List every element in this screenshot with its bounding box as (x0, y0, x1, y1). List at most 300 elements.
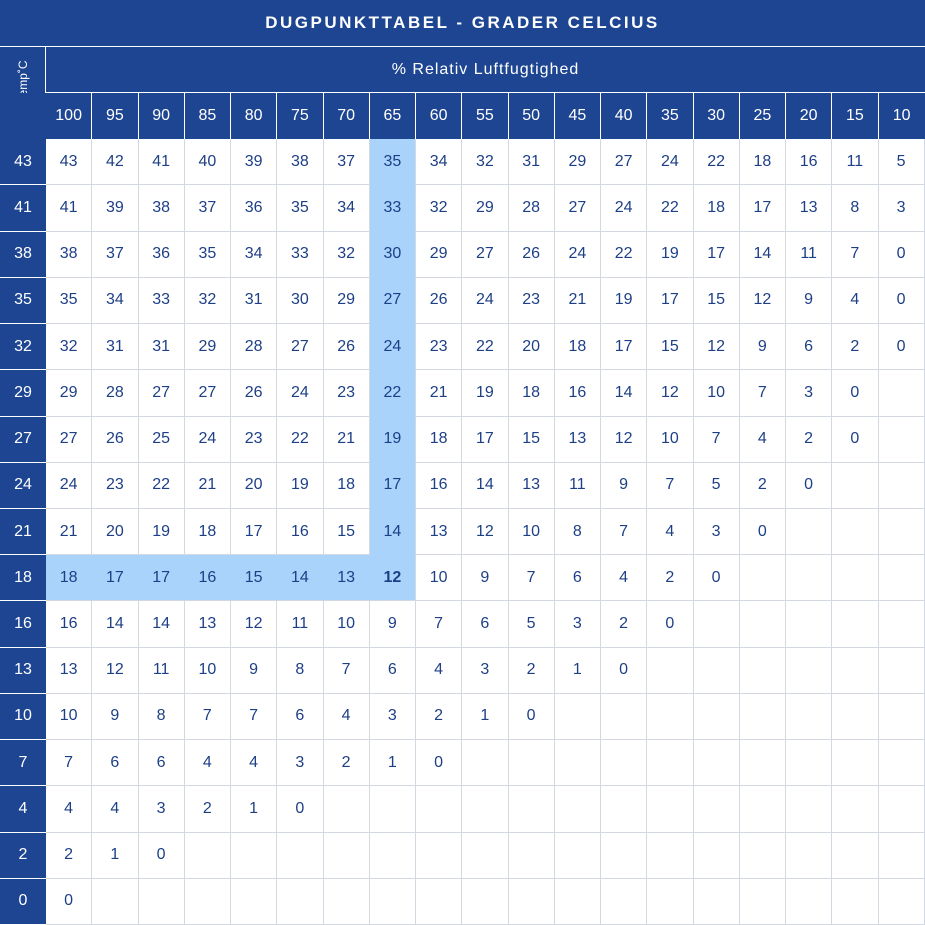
dew-point-cell: 18 (740, 139, 786, 185)
dew-point-cell (832, 694, 878, 740)
dew-point-cell: 0 (139, 833, 185, 879)
dew-point-cell (462, 740, 508, 786)
temp-row-header: 43 (0, 139, 46, 185)
dew-point-cell (832, 648, 878, 694)
dew-point-cell: 2 (832, 324, 878, 370)
dew-point-cell (370, 786, 416, 832)
temp-row-header: 41 (0, 185, 46, 231)
dew-point-cell: 22 (601, 232, 647, 278)
dew-point-cell: 17 (601, 324, 647, 370)
table-title: DUGPUNKTTABEL - GRADER CELCIUS (0, 0, 925, 47)
dew-point-cell: 0 (786, 463, 832, 509)
dew-point-cell: 7 (509, 555, 555, 601)
dew-point-cell (879, 786, 925, 832)
dew-point-cell: 35 (277, 185, 323, 231)
dew-point-cell (879, 417, 925, 463)
dew-point-cell: 22 (462, 324, 508, 370)
dew-point-cell (832, 555, 878, 601)
dew-point-cell: 26 (324, 324, 370, 370)
dew-point-cell: 32 (462, 139, 508, 185)
dew-point-cell: 7 (416, 601, 462, 647)
dew-point-cell: 28 (92, 370, 138, 416)
dew-point-cell: 4 (231, 740, 277, 786)
dew-point-cell: 8 (555, 509, 601, 555)
dew-point-cell: 24 (555, 232, 601, 278)
dew-point-cell: 21 (555, 278, 601, 324)
dew-point-cell: 16 (555, 370, 601, 416)
dew-point-cell: 12 (92, 648, 138, 694)
dew-point-cell: 2 (740, 463, 786, 509)
dew-point-cell: 0 (509, 694, 555, 740)
dew-point-cell: 4 (832, 278, 878, 324)
dew-point-cell: 39 (231, 139, 277, 185)
humidity-header-cell: 40 (601, 93, 647, 139)
dew-point-cell: 2 (647, 555, 693, 601)
dew-point-cell (509, 786, 555, 832)
dew-point-cell: 18 (324, 463, 370, 509)
dew-point-cell: 3 (786, 370, 832, 416)
temp-row-header: 35 (0, 278, 46, 324)
dew-point-cell (509, 833, 555, 879)
dew-point-cell: 29 (462, 185, 508, 231)
dew-point-cell: 2 (185, 786, 231, 832)
dew-point-cell: 38 (139, 185, 185, 231)
dew-point-cell: 11 (555, 463, 601, 509)
dew-point-cell: 34 (92, 278, 138, 324)
header-corner (0, 93, 46, 139)
dew-point-cell: 24 (601, 185, 647, 231)
dew-point-cell (786, 833, 832, 879)
dew-point-cell (740, 648, 786, 694)
dew-point-cell: 22 (370, 370, 416, 416)
dew-point-cell: 24 (647, 139, 693, 185)
dew-point-cell: 13 (416, 509, 462, 555)
dew-point-cell (647, 833, 693, 879)
dew-point-cell (740, 601, 786, 647)
dew-point-cell: 6 (462, 601, 508, 647)
dew-point-cell (462, 786, 508, 832)
dew-point-cell (370, 879, 416, 925)
dew-point-cell (740, 879, 786, 925)
dew-point-cell: 23 (92, 463, 138, 509)
dew-point-cell (832, 740, 878, 786)
dew-point-cell (647, 786, 693, 832)
dew-point-cell (832, 509, 878, 555)
humidity-header-cell: 10 (879, 93, 925, 139)
dew-point-cell: 7 (601, 509, 647, 555)
relative-humidity-header: % Relativ Luftfugtighed (46, 47, 925, 93)
dew-point-cell: 14 (601, 370, 647, 416)
temp-row-header: 21 (0, 509, 46, 555)
dew-point-cell: 1 (370, 740, 416, 786)
dew-point-cell (647, 648, 693, 694)
humidity-header-cell: 65 (370, 93, 416, 139)
dew-point-cell: 17 (370, 463, 416, 509)
dew-point-cell: 32 (416, 185, 462, 231)
dew-point-cell: 3 (879, 185, 925, 231)
dew-point-cell: 29 (46, 370, 92, 416)
dew-point-cell: 39 (92, 185, 138, 231)
dew-point-cell (416, 833, 462, 879)
dew-point-cell (694, 879, 740, 925)
dew-point-cell: 21 (416, 370, 462, 416)
dew-point-cell: 6 (786, 324, 832, 370)
dew-point-cell: 34 (231, 232, 277, 278)
dew-point-cell: 14 (139, 601, 185, 647)
dew-point-cell: 10 (324, 601, 370, 647)
dew-point-cell: 20 (92, 509, 138, 555)
dew-point-cell: 19 (277, 463, 323, 509)
dew-point-cell: 21 (324, 417, 370, 463)
dew-point-cell: 7 (185, 694, 231, 740)
dew-point-cell: 23 (231, 417, 277, 463)
humidity-header-cell: 75 (277, 93, 323, 139)
dew-point-cell: 7 (647, 463, 693, 509)
dew-point-cell: 7 (832, 232, 878, 278)
dew-point-cell: 18 (555, 324, 601, 370)
dew-point-cell: 0 (694, 555, 740, 601)
dew-point-cell (694, 601, 740, 647)
dew-point-cell (740, 555, 786, 601)
dew-point-cell: 22 (694, 139, 740, 185)
dew-point-cell: 31 (92, 324, 138, 370)
dew-point-cell (786, 694, 832, 740)
dew-point-cell: 7 (324, 648, 370, 694)
dew-point-cell (324, 786, 370, 832)
dew-point-cell (832, 833, 878, 879)
dew-point-cell: 10 (509, 509, 555, 555)
dew-point-cell: 19 (370, 417, 416, 463)
dew-point-cell: 9 (92, 694, 138, 740)
dew-point-cell: 24 (277, 370, 323, 416)
dew-point-cell: 27 (370, 278, 416, 324)
dew-point-cell: 27 (185, 370, 231, 416)
dew-point-cell: 20 (231, 463, 277, 509)
dew-point-cell: 9 (231, 648, 277, 694)
dew-point-cell: 4 (185, 740, 231, 786)
dew-point-cell: 35 (46, 278, 92, 324)
dew-point-cell: 5 (694, 463, 740, 509)
dew-point-cell: 43 (46, 139, 92, 185)
dew-point-cell: 13 (185, 601, 231, 647)
dew-point-cell: 35 (370, 139, 416, 185)
dew-point-cell (509, 879, 555, 925)
dew-point-cell: 4 (647, 509, 693, 555)
dew-point-cell: 36 (231, 185, 277, 231)
dew-point-cell (879, 601, 925, 647)
temp-row-header: 7 (0, 740, 46, 786)
dew-point-cell (740, 694, 786, 740)
dew-point-cell: 8 (277, 648, 323, 694)
dew-point-cell: 29 (185, 324, 231, 370)
dew-point-cell: 2 (416, 694, 462, 740)
dew-point-cell: 27 (139, 370, 185, 416)
dew-point-cell: 6 (555, 555, 601, 601)
dew-point-cell: 7 (46, 740, 92, 786)
dew-point-cell (231, 879, 277, 925)
dew-point-cell: 13 (555, 417, 601, 463)
dew-point-cell: 26 (231, 370, 277, 416)
dew-point-cell: 3 (694, 509, 740, 555)
dew-point-cell: 10 (185, 648, 231, 694)
dew-point-cell (879, 740, 925, 786)
dew-point-cell: 22 (139, 463, 185, 509)
dew-point-cell: 16 (416, 463, 462, 509)
dew-point-cell: 19 (139, 509, 185, 555)
dew-point-cell: 9 (601, 463, 647, 509)
dew-point-cell (601, 879, 647, 925)
dew-point-cell: 3 (139, 786, 185, 832)
dew-point-cell: 11 (139, 648, 185, 694)
dew-point-cell (601, 786, 647, 832)
dew-point-cell (786, 648, 832, 694)
dew-point-cell: 42 (92, 139, 138, 185)
dew-point-cell: 24 (462, 278, 508, 324)
dew-point-cell: 10 (647, 417, 693, 463)
dew-point-cell: 32 (324, 232, 370, 278)
dew-point-cell: 6 (370, 648, 416, 694)
dew-point-cell (324, 833, 370, 879)
dew-point-cell: 31 (509, 139, 555, 185)
dew-point-cell (740, 786, 786, 832)
dew-point-cell: 0 (879, 232, 925, 278)
dew-point-cell (231, 833, 277, 879)
dew-point-cell (879, 833, 925, 879)
temp-row-header: 32 (0, 324, 46, 370)
dew-point-cell: 14 (740, 232, 786, 278)
dew-point-cell (555, 833, 601, 879)
dew-point-cell: 1 (462, 694, 508, 740)
dew-point-cell (601, 694, 647, 740)
dew-point-cell: 4 (324, 694, 370, 740)
dew-point-cell: 21 (185, 463, 231, 509)
dew-point-cell: 27 (601, 139, 647, 185)
dew-point-cell: 32 (46, 324, 92, 370)
dew-point-cell: 7 (694, 417, 740, 463)
dew-point-cell (740, 740, 786, 786)
dew-point-cell (786, 555, 832, 601)
humidity-header-cell: 70 (324, 93, 370, 139)
dew-point-cell (786, 601, 832, 647)
dew-point-cell: 0 (879, 278, 925, 324)
dew-point-cell: 35 (185, 232, 231, 278)
dew-point-cell: 33 (370, 185, 416, 231)
dew-point-cell: 29 (555, 139, 601, 185)
dew-point-cell: 37 (92, 232, 138, 278)
dew-point-cell: 0 (879, 324, 925, 370)
dew-point-cell: 36 (139, 232, 185, 278)
dew-point-cell: 2 (601, 601, 647, 647)
dew-point-cell: 12 (694, 324, 740, 370)
dew-point-cell: 8 (139, 694, 185, 740)
dew-point-cell: 0 (416, 740, 462, 786)
dew-point-cell: 28 (231, 324, 277, 370)
humidity-header-cell: 15 (832, 93, 878, 139)
dew-point-cell (324, 879, 370, 925)
dew-point-cell: 11 (277, 601, 323, 647)
dew-point-cell (879, 648, 925, 694)
dew-point-cell: 0 (601, 648, 647, 694)
dew-point-cell (832, 786, 878, 832)
dew-point-cell: 6 (277, 694, 323, 740)
dew-point-cell: 31 (231, 278, 277, 324)
dew-point-cell: 11 (832, 139, 878, 185)
dew-point-cell (647, 740, 693, 786)
dew-point-cell: 3 (277, 740, 323, 786)
dew-point-cell: 15 (231, 555, 277, 601)
dew-point-cell: 18 (416, 417, 462, 463)
dew-point-cell: 17 (92, 555, 138, 601)
dew-point-cell: 5 (879, 139, 925, 185)
dew-point-cell (832, 601, 878, 647)
dew-point-cell: 10 (416, 555, 462, 601)
dew-point-cell (555, 694, 601, 740)
humidity-header-cell: 55 (462, 93, 508, 139)
dew-point-cell (462, 833, 508, 879)
temp-row-header: 10 (0, 694, 46, 740)
humidity-header-cell: 80 (231, 93, 277, 139)
dew-point-cell: 15 (509, 417, 555, 463)
dew-point-cell (555, 740, 601, 786)
dew-point-cell (694, 833, 740, 879)
dew-point-cell: 37 (324, 139, 370, 185)
temp-row-header: 2 (0, 833, 46, 879)
dew-point-cell: 17 (231, 509, 277, 555)
dew-point-cell: 19 (462, 370, 508, 416)
temp-row-header: 13 (0, 648, 46, 694)
dew-point-cell: 12 (462, 509, 508, 555)
dew-point-cell: 29 (416, 232, 462, 278)
dew-point-cell (879, 509, 925, 555)
humidity-header-cell: 25 (740, 93, 786, 139)
dew-point-cell: 17 (139, 555, 185, 601)
dew-point-cell (832, 879, 878, 925)
dew-point-cell: 18 (185, 509, 231, 555)
dew-point-cell (416, 879, 462, 925)
dew-point-cell: 18 (46, 555, 92, 601)
dew-point-cell: 4 (46, 786, 92, 832)
humidity-header-cell: 60 (416, 93, 462, 139)
dew-point-cell: 0 (647, 601, 693, 647)
dew-point-cell: 31 (139, 324, 185, 370)
dew-point-cell: 2 (786, 417, 832, 463)
dew-point-cell (786, 786, 832, 832)
dew-point-cell: 33 (139, 278, 185, 324)
dew-point-cell: 9 (462, 555, 508, 601)
dew-point-cell: 3 (555, 601, 601, 647)
dew-point-cell: 17 (740, 185, 786, 231)
dew-point-cell: 13 (324, 555, 370, 601)
dew-point-cell: 12 (740, 278, 786, 324)
dew-point-cell: 27 (277, 324, 323, 370)
dew-point-cell: 19 (647, 232, 693, 278)
dew-point-cell: 21 (46, 509, 92, 555)
dew-point-cell: 41 (46, 185, 92, 231)
temp-row-header: 27 (0, 417, 46, 463)
dew-point-cell: 14 (462, 463, 508, 509)
dew-point-cell: 38 (277, 139, 323, 185)
dew-point-cell: 23 (324, 370, 370, 416)
dew-point-cell (462, 879, 508, 925)
dew-point-cell (555, 786, 601, 832)
dew-point-cell: 13 (786, 185, 832, 231)
dew-point-cell: 9 (786, 278, 832, 324)
temp-row-header: 16 (0, 601, 46, 647)
dew-point-cell (786, 509, 832, 555)
dew-point-cell (416, 786, 462, 832)
dew-point-cell: 9 (370, 601, 416, 647)
dew-point-cell: 18 (509, 370, 555, 416)
dew-point-cell: 2 (509, 648, 555, 694)
dew-point-cell: 0 (832, 370, 878, 416)
dew-point-cell (879, 463, 925, 509)
dew-point-cell: 19 (601, 278, 647, 324)
dew-point-cell: 22 (277, 417, 323, 463)
dew-point-cell (832, 463, 878, 509)
humidity-header-cell: 20 (786, 93, 832, 139)
dew-point-cell: 32 (185, 278, 231, 324)
dew-point-cell (277, 833, 323, 879)
dew-point-cell: 4 (601, 555, 647, 601)
dew-point-cell: 4 (92, 786, 138, 832)
dew-point-cell (555, 879, 601, 925)
dew-point-cell: 13 (509, 463, 555, 509)
temp-row-header: 24 (0, 463, 46, 509)
dew-point-cell: 26 (92, 417, 138, 463)
dew-point-cell: 2 (324, 740, 370, 786)
dew-point-cell: 16 (277, 509, 323, 555)
dew-point-cell: 34 (324, 185, 370, 231)
dew-point-cell: 0 (277, 786, 323, 832)
dew-point-cell (694, 786, 740, 832)
dew-point-cell: 16 (185, 555, 231, 601)
dew-point-cell: 12 (370, 555, 416, 601)
humidity-header-cell: 35 (647, 93, 693, 139)
dew-point-cell (694, 694, 740, 740)
dew-point-cell: 15 (324, 509, 370, 555)
dew-point-cell: 14 (92, 601, 138, 647)
dew-point-cell (185, 833, 231, 879)
dew-point-cell: 5 (509, 601, 555, 647)
humidity-header-cell: 30 (694, 93, 740, 139)
dew-point-cell: 2 (46, 833, 92, 879)
dew-point-cell: 4 (416, 648, 462, 694)
dew-point-cell: 12 (231, 601, 277, 647)
dew-point-cell: 3 (370, 694, 416, 740)
dew-point-cell: 24 (370, 324, 416, 370)
dew-point-cell: 11 (786, 232, 832, 278)
dew-point-cell: 15 (694, 278, 740, 324)
dew-point-cell: 7 (231, 694, 277, 740)
dew-point-cell: 33 (277, 232, 323, 278)
dew-point-cell: 4 (740, 417, 786, 463)
dew-point-cell (509, 740, 555, 786)
dew-point-cell: 8 (832, 185, 878, 231)
dew-point-cell: 17 (462, 417, 508, 463)
dew-point-cell: 6 (139, 740, 185, 786)
dew-point-cell: 0 (46, 879, 92, 925)
dew-point-cell: 27 (462, 232, 508, 278)
dew-point-cell: 34 (416, 139, 462, 185)
dew-point-cell: 10 (694, 370, 740, 416)
dew-point-cell (370, 833, 416, 879)
dew-point-cell: 38 (46, 232, 92, 278)
dew-point-cell: 15 (647, 324, 693, 370)
dew-point-cell: 30 (370, 232, 416, 278)
dew-point-cell: 18 (694, 185, 740, 231)
dew-point-cell: 24 (46, 463, 92, 509)
dew-point-cell: 23 (416, 324, 462, 370)
